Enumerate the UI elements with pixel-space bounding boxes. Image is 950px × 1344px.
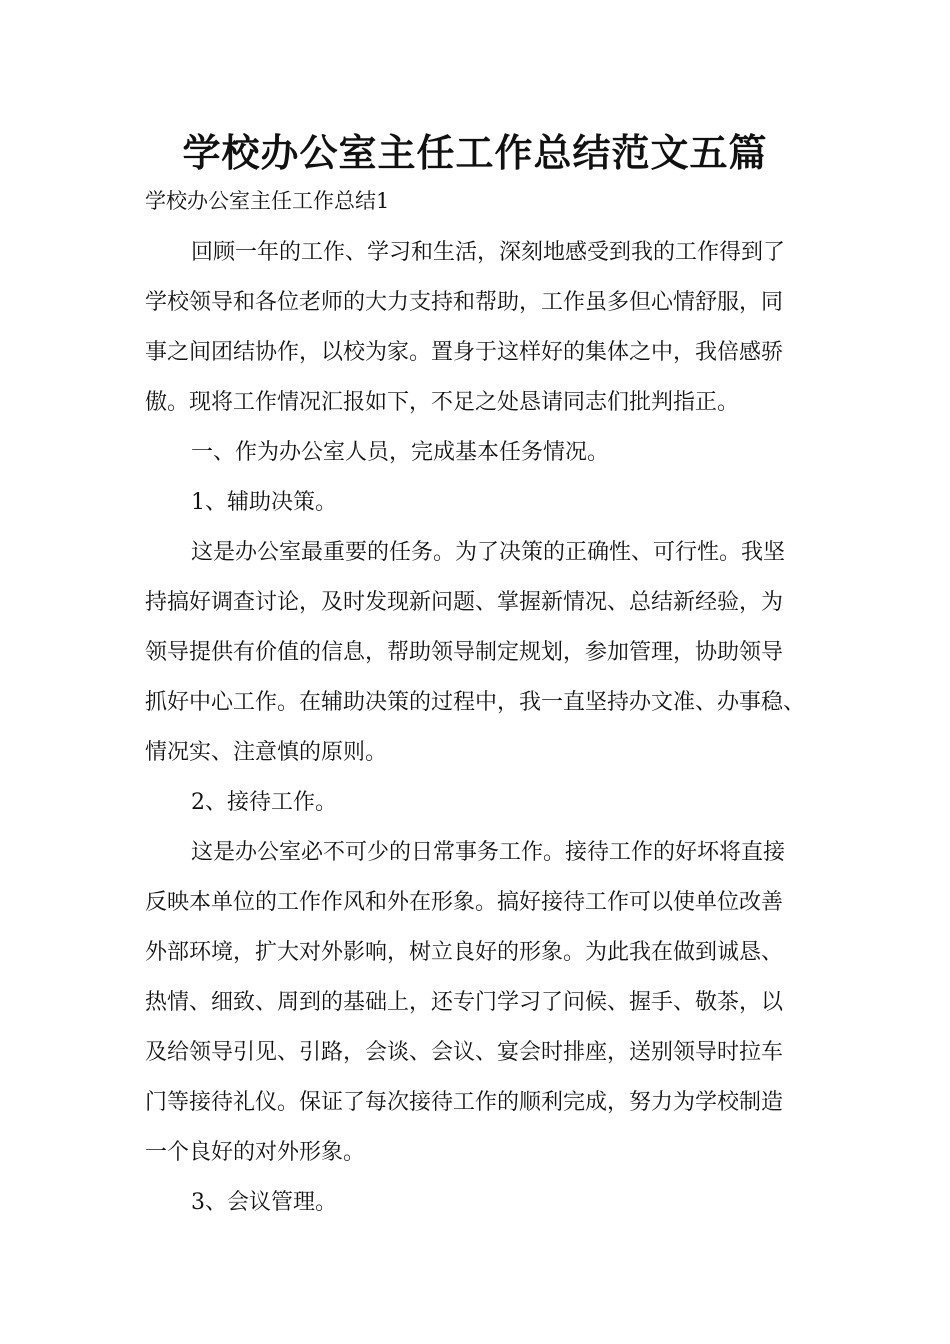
paragraph-line: 抓好中心工作。在辅助决策的过程中，我一直坚持办文准、办事稳、 bbox=[145, 690, 806, 715]
paragraph-line: 学校领导和各位老师的大力支持和帮助，工作虽多但心情舒服，同 bbox=[145, 290, 784, 315]
document-title: 学校办公室主任工作总结范文五篇 bbox=[182, 131, 768, 175]
paragraph-line: 事之间团结协作，以校为家。置身于这样好的集体之中，我倍感骄 bbox=[145, 340, 784, 365]
paragraph-decision bbox=[145, 528, 825, 778]
paragraph-line: 一个良好的对外形象。 bbox=[145, 1140, 366, 1165]
paragraph-line: 回顾一年的工作、学习和生活，深刻地感受到我的工作得到了 bbox=[191, 240, 786, 265]
paragraph-line: 这是办公室最重要的任务。为了决策的正确性、可行性。我坚 bbox=[191, 540, 786, 565]
item-heading: 2、接待工作。 bbox=[191, 790, 337, 815]
paragraph-reception bbox=[145, 828, 825, 1178]
heading-item-2 bbox=[145, 778, 825, 828]
paragraph-intro bbox=[145, 228, 825, 428]
paragraph-line: 持搞好调查讨论，及时发现新问题、掌握新情况、总结新经验，为 bbox=[145, 590, 784, 615]
heading-section-one bbox=[145, 428, 825, 478]
heading-item-3 bbox=[145, 1178, 825, 1228]
paragraph-line: 门等接待礼仪。保证了每次接待工作的顺利完成，努力为学校制造 bbox=[145, 1090, 784, 1115]
paragraph-line: 情况实、注意慎的原则。 bbox=[145, 740, 388, 765]
paragraph-line: 反映本单位的工作作风和外在形象。搞好接待工作可以使单位改善 bbox=[145, 890, 784, 915]
item-heading: 3、会议管理。 bbox=[191, 1190, 337, 1215]
paragraph-line: 傲。现将工作情况汇报如下，不足之处恳请同志们批判指正。 bbox=[145, 390, 740, 415]
heading-item-1 bbox=[145, 478, 825, 528]
section-subtitle: 学校办公室主任工作总结1 bbox=[145, 189, 390, 213]
document-body bbox=[145, 178, 825, 1228]
paragraph-line: 外部环境，扩大对外影响，树立良好的形象。为此我在做到诚恳、 bbox=[145, 940, 784, 965]
paragraph-line: 及给领导引见、引路，会谈、会议、宴会时排座，送别领导时拉车 bbox=[145, 1040, 784, 1065]
paragraph-line: 领导提供有价值的信息，帮助领导制定规划，参加管理，协助领导 bbox=[145, 640, 784, 665]
paragraph-line: 热情、细致、周到的基础上，还专门学习了问候、握手、敬茶，以 bbox=[145, 990, 784, 1015]
section-heading: 一、作为办公室人员，完成基本任务情况。 bbox=[191, 440, 610, 465]
item-heading: 1、辅助决策。 bbox=[191, 490, 337, 515]
paragraph-line: 这是办公室必不可少的日常事务工作。接待工作的好坏将直接 bbox=[191, 840, 786, 865]
